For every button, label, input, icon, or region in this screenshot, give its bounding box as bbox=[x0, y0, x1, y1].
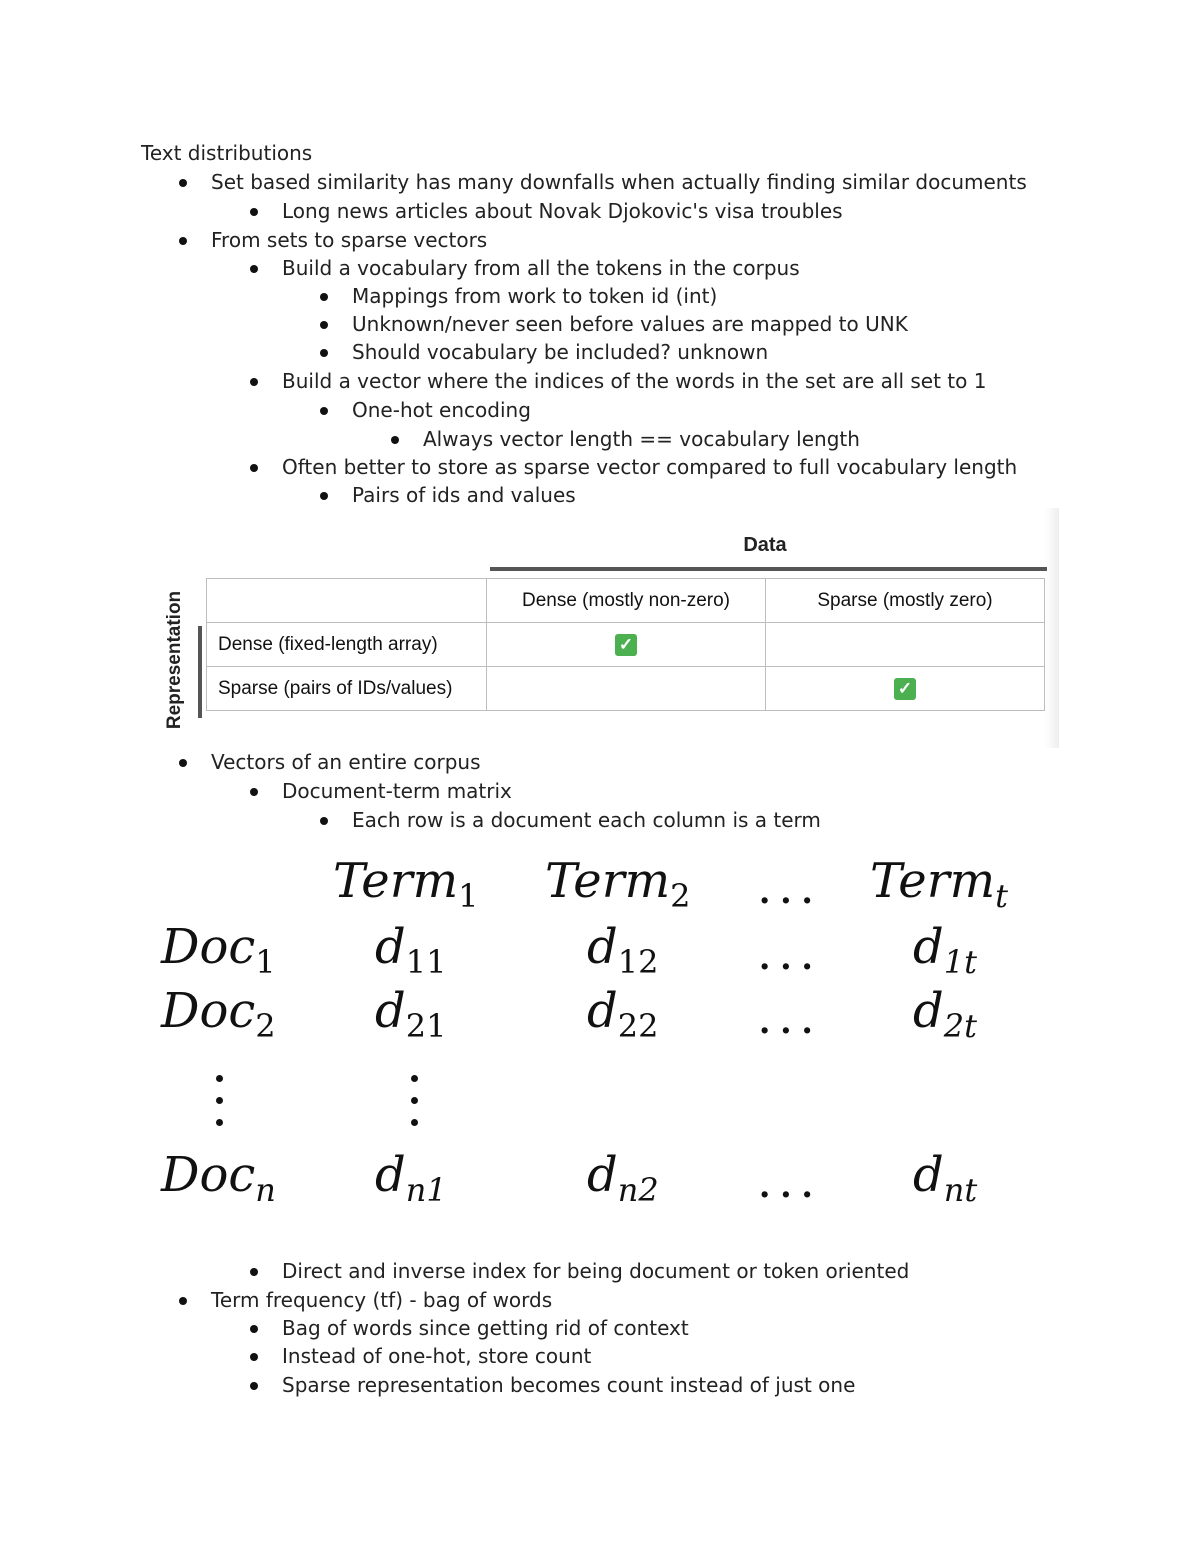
matrix-doc-label: Doc$_n$ bbox=[161, 1147, 276, 1209]
bullet-icon bbox=[179, 1297, 187, 1305]
row-header: Sparse (pairs of IDs/values) bbox=[207, 667, 487, 711]
table-header-row bbox=[207, 579, 1045, 623]
document-term-matrix bbox=[155, 845, 1035, 1215]
matrix-cell: $d_{2t}$ bbox=[913, 983, 977, 1045]
bullet-icon bbox=[179, 179, 187, 187]
bullet-icon bbox=[250, 208, 258, 216]
bullet-icon bbox=[250, 788, 258, 796]
bullet-icon bbox=[320, 293, 328, 301]
list-item: Long news articles about Novak Djokovic's visa troubles bbox=[282, 199, 843, 223]
list-item: Instead of one-hot, store count bbox=[282, 1344, 592, 1368]
vertical-dot bbox=[216, 1075, 223, 1082]
matrix-cell: $d_{21}$ bbox=[375, 983, 447, 1045]
vertical-dot bbox=[216, 1119, 223, 1126]
table-corner-cell bbox=[207, 579, 487, 623]
list-item: Unknown/never seen before values are mapped to UNK bbox=[352, 312, 908, 336]
matrix-ellipsis: ... bbox=[757, 859, 821, 915]
checkmark-icon: ✓ bbox=[615, 634, 637, 656]
column-header: Sparse (mostly zero) bbox=[766, 579, 1045, 623]
matrix-cell: $d_{1t}$ bbox=[913, 919, 977, 981]
list-item: Pairs of ids and values bbox=[352, 483, 576, 507]
vertical-dot bbox=[411, 1075, 418, 1082]
bullet-icon bbox=[391, 436, 399, 444]
matrix-cell: $d_{11}$ bbox=[375, 919, 447, 981]
table-row bbox=[207, 623, 1045, 667]
bullet-icon bbox=[179, 759, 187, 767]
list-item: Term frequency (tf) - bag of words bbox=[211, 1288, 553, 1312]
bullet-icon bbox=[320, 349, 328, 357]
matrix-cell: $d_{12}$ bbox=[587, 919, 659, 981]
representation-table bbox=[206, 578, 1045, 711]
list-item: Sparse representation becomes count instead of just one bbox=[282, 1373, 856, 1397]
list-item: Direct and inverse index for being document or token oriented bbox=[282, 1259, 910, 1283]
bullet-icon bbox=[250, 265, 258, 273]
table-row bbox=[207, 667, 1045, 711]
list-item: Often better to store as sparse vector compared to full vocabulary length bbox=[282, 455, 1018, 479]
bullet-icon bbox=[250, 1353, 258, 1361]
row-header: Dense (fixed-length array) bbox=[207, 623, 487, 667]
list-item: Vectors of an entire corpus bbox=[211, 750, 481, 774]
list-item: Bag of words since getting rid of context bbox=[282, 1316, 689, 1340]
list-item: Each row is a document each column is a term bbox=[352, 808, 821, 832]
matrix-doc-label: Doc$_1$ bbox=[161, 919, 276, 981]
row-group-header: Representation bbox=[164, 590, 185, 730]
list-item: Should vocabulary be included? unknown bbox=[352, 340, 769, 364]
figure-shadow bbox=[1045, 508, 1059, 748]
table-cell bbox=[766, 623, 1045, 667]
bullet-icon bbox=[179, 237, 187, 245]
column-group-rule bbox=[490, 567, 1047, 571]
list-item: One-hot encoding bbox=[352, 398, 531, 422]
matrix-cell: $d_{nt}$ bbox=[913, 1147, 978, 1209]
matrix-ellipsis: ... bbox=[757, 1153, 821, 1209]
table-cell bbox=[487, 667, 766, 711]
list-item: Always vector length == vocabulary length bbox=[423, 427, 860, 451]
table-cell bbox=[487, 623, 766, 667]
column-group-header: Data bbox=[743, 534, 787, 556]
list-item: Mappings from work to token id (int) bbox=[352, 284, 718, 308]
matrix-term-header: Term$_2$ bbox=[545, 853, 691, 915]
column-header: Dense (mostly non-zero) bbox=[487, 579, 766, 623]
bullet-icon bbox=[320, 321, 328, 329]
bullet-icon bbox=[320, 492, 328, 500]
row-group-rule bbox=[198, 626, 202, 718]
matrix-ellipsis: ... bbox=[757, 925, 821, 981]
vertical-dot bbox=[411, 1119, 418, 1126]
matrix-doc-label: Doc$_2$ bbox=[161, 983, 276, 1045]
vertical-dot bbox=[216, 1097, 223, 1104]
bullet-icon bbox=[250, 1325, 258, 1333]
bullet-icon bbox=[250, 378, 258, 386]
matrix-cell: $d_{22}$ bbox=[587, 983, 659, 1045]
vertical-dot bbox=[411, 1097, 418, 1104]
matrix-term-header: Term$_1$ bbox=[333, 853, 479, 915]
page-title: Text distributions bbox=[141, 141, 313, 165]
matrix-ellipsis: ... bbox=[757, 989, 821, 1045]
bullet-icon bbox=[320, 407, 328, 415]
matrix-cell: $d_{n2}$ bbox=[587, 1147, 659, 1209]
list-item: Build a vector where the indices of the words in the set are all set to 1 bbox=[282, 369, 987, 393]
list-item: From sets to sparse vectors bbox=[211, 228, 488, 252]
bullet-icon bbox=[250, 1382, 258, 1390]
bullet-icon bbox=[250, 464, 258, 472]
bullet-icon bbox=[250, 1268, 258, 1276]
representation-figure bbox=[160, 508, 1059, 748]
list-item: Build a vocabulary from all the tokens in the corpus bbox=[282, 256, 800, 280]
bullet-icon bbox=[320, 817, 328, 825]
matrix-term-header: Term$_t$ bbox=[870, 853, 1009, 915]
list-item: Document-term matrix bbox=[282, 779, 512, 803]
table-cell bbox=[766, 667, 1045, 711]
matrix-cell: $d_{n1}$ bbox=[375, 1147, 447, 1209]
checkmark-icon: ✓ bbox=[894, 678, 916, 700]
list-item: Set based similarity has many downfalls when actually finding similar documents bbox=[211, 170, 1027, 194]
